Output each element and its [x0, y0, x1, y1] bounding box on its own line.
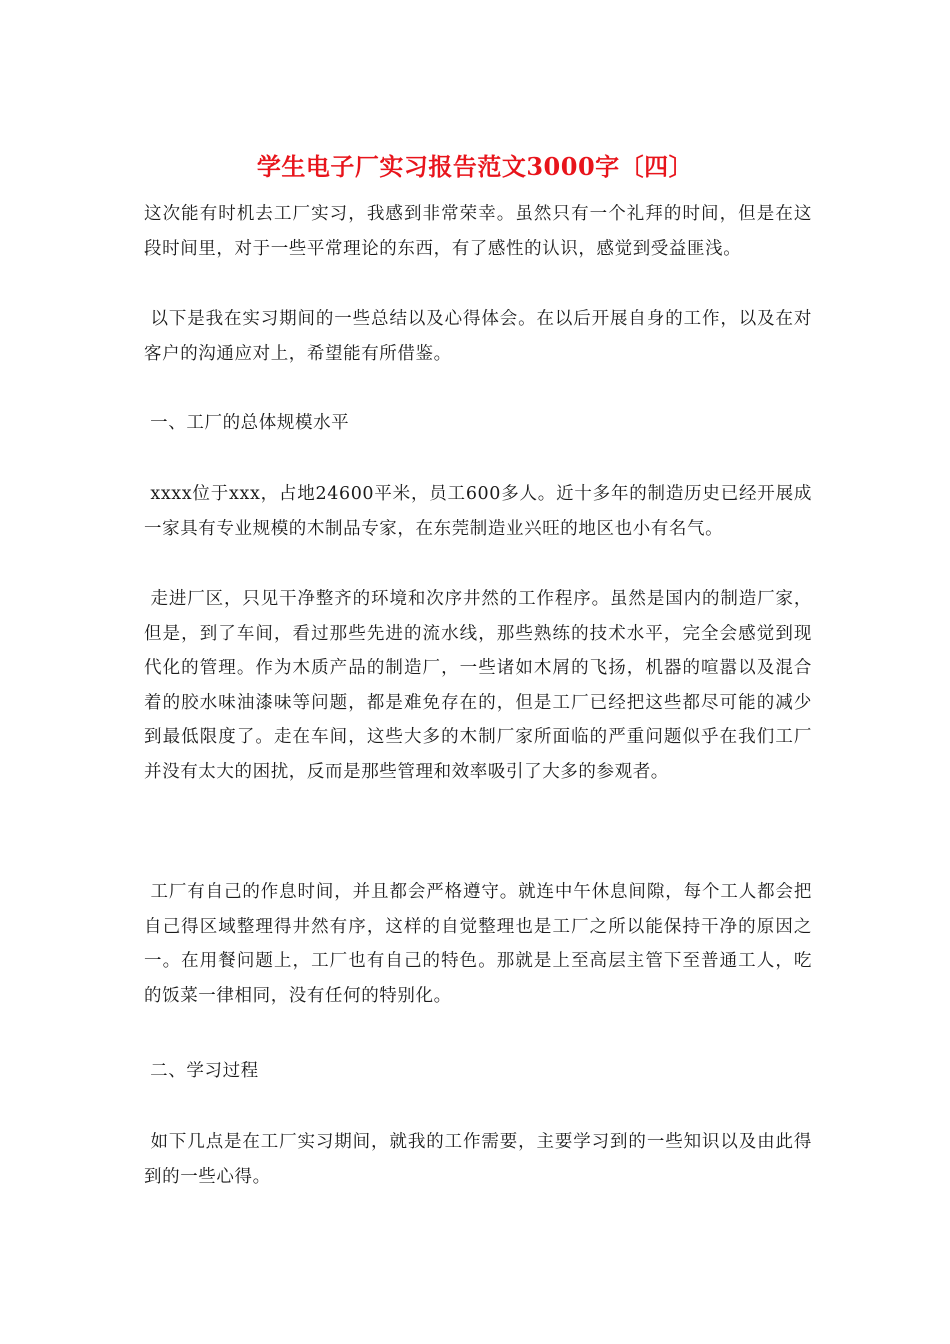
paragraph-text: xxxx位于xxx，占地24600平米，员工600多人。近十多年的制造历史已经开展成一家具有专业规模的木制品专家，在东莞制造业兴旺的地区也小有名气。	[144, 484, 812, 539]
paragraph-4	[144, 582, 812, 790]
heading-text: 二、学习过程	[144, 1061, 259, 1081]
paragraph-3	[144, 477, 812, 546]
paragraph-6	[144, 1125, 812, 1194]
paragraph-text: 这次能有时机去工厂实习，我感到非常荣幸。虽然只有一个礼拜的时间，但是在这段时间里，对于一些平常理论的东西，有了感性的认识，感觉到受益匪浅。	[144, 204, 812, 259]
section-heading-1	[144, 406, 812, 441]
paragraph-text: 走进厂区，只见干净整齐的环境和次序井然的工作程序。虽然是国内的制造厂家，但是，到了车间，看过那些先进的流水线，那些熟练的技术水平，完全会感觉到现代化的管理。作为木质产品的制造厂，一些诸如木屑的飞扬，机器的喧嚣以及混合着的胶水味油漆味等问题，都是难免存在的，但是工厂已经把这些都尽可能的减少到最低限度了。走在车间，这些大多的木制厂家所面临的严重问题似乎在我们工厂并没有太大的困扰，反而是那些管理和效率吸引了大多的参观者。	[144, 589, 812, 782]
heading-text: 一、工厂的总体规模水平	[144, 413, 350, 433]
paragraph-text: 以下是我在实习期间的一些总结以及心得体会。在以后开展自身的工作，以及在对客户的沟通应对上，希望能有所借鉴。	[144, 309, 812, 364]
paragraph-text: 工厂有自己的作息时间，并且都会严格遵守。就连中午休息间隙，每个工人都会把自己得区域整理得井然有序，这样的自觉整理也是工厂之所以能保持干净的原因之一。在用餐问题上，工厂也有自己的特色。那就是上至高层主管下至普通工人，吃的饭菜一律相同，没有任何的特别化。	[144, 882, 812, 1006]
paragraph-2	[144, 302, 812, 371]
section-heading-2	[144, 1054, 812, 1089]
paragraph-1	[144, 197, 812, 266]
paragraph-text: 如下几点是在工厂实习期间，就我的工作需要，主要学习到的一些知识以及由此得到的一些心得。	[144, 1132, 812, 1187]
paragraph-5	[144, 875, 812, 1013]
document-title: 学生电子厂实习报告范文3000字〔四〕	[256, 152, 694, 181]
